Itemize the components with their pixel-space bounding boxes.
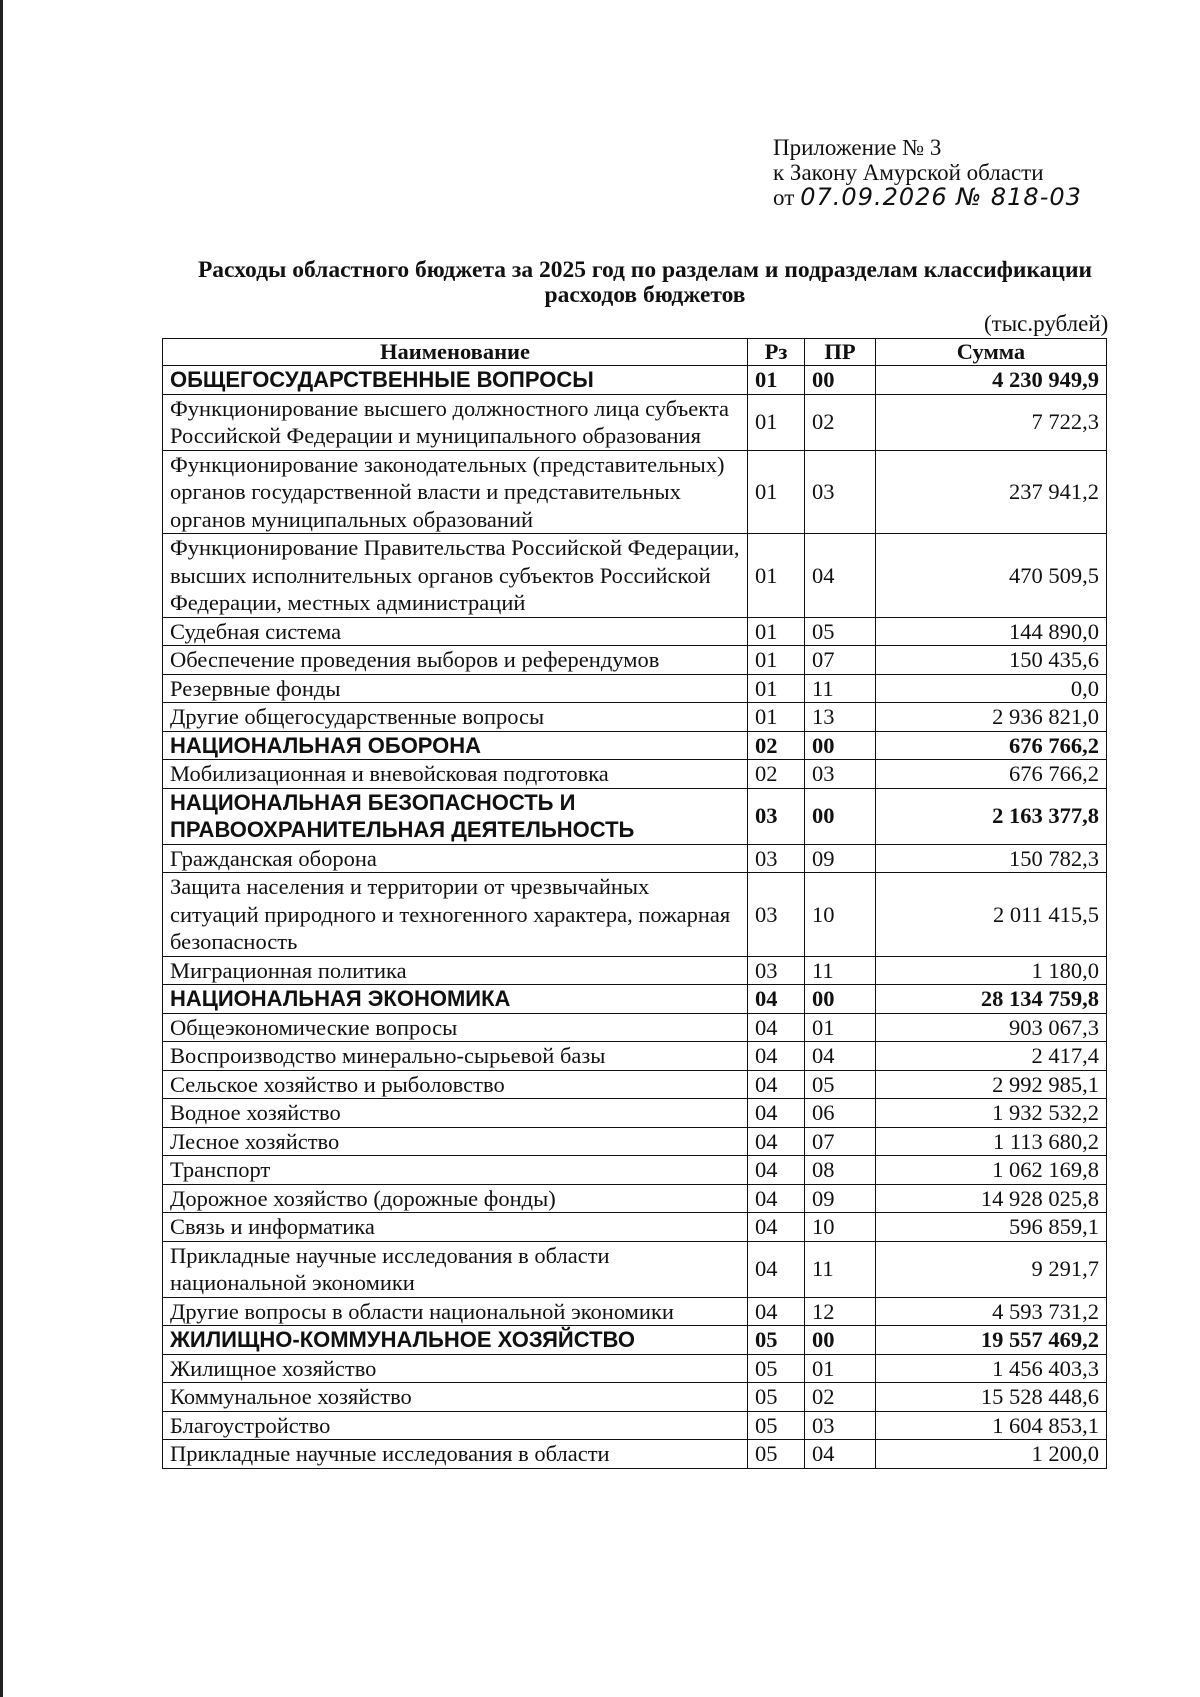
row-pr-cell: 07 — [805, 1127, 876, 1156]
table-row — [163, 1013, 1107, 1042]
row-pr-cell: 00 — [805, 985, 876, 1014]
row-sum-cell: 470 509,5 — [876, 534, 1107, 618]
row-rz-cell: 04 — [748, 1297, 805, 1326]
table-row — [163, 844, 1107, 873]
table-row — [163, 1156, 1107, 1185]
row-sum-cell: 2 417,4 — [876, 1042, 1107, 1071]
row-name-cell: Коммунальное хозяйство — [163, 1383, 748, 1412]
row-rz-cell: 03 — [748, 956, 805, 985]
row-name-cell: ОБЩЕГОСУДАРСТВЕННЫЕ ВОПРОСЫ — [163, 366, 748, 395]
table-section-row — [163, 985, 1107, 1014]
table-row — [163, 534, 1107, 618]
row-sum-cell: 1 604 853,1 — [876, 1411, 1107, 1440]
table-section-row — [163, 366, 1107, 395]
row-rz-cell: 04 — [748, 1013, 805, 1042]
row-sum-cell: 7 722,3 — [876, 394, 1107, 450]
row-name-cell: Защита населения и территории от чрезвычайных ситуаций природного и техногенного характера, пожарная безопасность — [163, 873, 748, 957]
header-rz: Рз — [748, 339, 805, 366]
row-rz-cell: 04 — [748, 1241, 805, 1297]
row-rz-cell: 02 — [748, 731, 805, 760]
table-row — [163, 1241, 1107, 1297]
row-pr-cell: 00 — [805, 1326, 876, 1355]
row-sum-cell: 1 062 169,8 — [876, 1156, 1107, 1185]
row-sum-cell: 1 200,0 — [876, 1440, 1107, 1469]
row-rz-cell: 05 — [748, 1326, 805, 1355]
row-rz-cell: 03 — [748, 788, 805, 844]
row-pr-cell: 02 — [805, 1383, 876, 1412]
row-pr-cell: 09 — [805, 844, 876, 873]
row-pr-cell: 04 — [805, 1440, 876, 1469]
table-section-row — [163, 788, 1107, 844]
row-pr-cell: 11 — [805, 674, 876, 703]
row-sum-cell: 14 928 025,8 — [876, 1184, 1107, 1213]
table-row — [163, 873, 1107, 957]
row-pr-cell: 01 — [805, 1354, 876, 1383]
appendix-header — [773, 135, 1082, 210]
row-rz-cell: 03 — [748, 873, 805, 957]
row-rz-cell: 04 — [748, 1099, 805, 1128]
table-row — [163, 1411, 1107, 1440]
row-name-cell: Другие общегосударственные вопросы — [163, 703, 748, 732]
row-rz-cell: 01 — [748, 534, 805, 618]
row-name-cell: НАЦИОНАЛЬНАЯ БЕЗОПАСНОСТЬ И ПРАВООХРАНИТЕЛЬНАЯ ДЕЯТЕЛЬНОСТЬ — [163, 788, 748, 844]
row-pr-cell: 04 — [805, 1042, 876, 1071]
table-section-row — [163, 1326, 1107, 1355]
row-name-cell: Прикладные научные исследования в области — [163, 1440, 748, 1469]
row-pr-cell: 00 — [805, 788, 876, 844]
table-row — [163, 1184, 1107, 1213]
row-sum-cell: 15 528 448,6 — [876, 1383, 1107, 1412]
row-name-cell: Обеспечение проведения выборов и референдумов — [163, 646, 748, 675]
row-rz-cell: 04 — [748, 1184, 805, 1213]
row-sum-cell: 903 067,3 — [876, 1013, 1107, 1042]
table-row — [163, 617, 1107, 646]
row-sum-cell: 1 456 403,3 — [876, 1354, 1107, 1383]
row-name-cell: Транспорт — [163, 1156, 748, 1185]
row-name-cell: Водное хозяйство — [163, 1099, 748, 1128]
row-name-cell: Жилищное хозяйство — [163, 1354, 748, 1383]
row-sum-cell: 2 936 821,0 — [876, 703, 1107, 732]
table-row — [163, 1127, 1107, 1156]
row-name-cell: Судебная система — [163, 617, 748, 646]
row-rz-cell: 04 — [748, 1042, 805, 1071]
row-rz-cell: 01 — [748, 646, 805, 675]
table-row — [163, 394, 1107, 450]
row-name-cell: Прикладные научные исследования в области национальной экономики — [163, 1241, 748, 1297]
row-rz-cell: 02 — [748, 760, 805, 789]
row-pr-cell: 04 — [805, 534, 876, 618]
row-rz-cell: 01 — [748, 617, 805, 646]
row-name-cell: Дорожное хозяйство (дорожные фонды) — [163, 1184, 748, 1213]
table-row — [163, 1383, 1107, 1412]
row-sum-cell: 596 859,1 — [876, 1213, 1107, 1242]
row-sum-cell: 144 890,0 — [876, 617, 1107, 646]
row-sum-cell: 1 932 532,2 — [876, 1099, 1107, 1128]
row-pr-cell: 08 — [805, 1156, 876, 1185]
table-row — [163, 674, 1107, 703]
table-row — [163, 1297, 1107, 1326]
row-pr-cell: 03 — [805, 760, 876, 789]
row-pr-cell: 11 — [805, 956, 876, 985]
table-header-row — [163, 339, 1107, 366]
row-pr-cell: 03 — [805, 1411, 876, 1440]
row-pr-cell: 00 — [805, 366, 876, 395]
row-rz-cell: 01 — [748, 450, 805, 534]
row-rz-cell: 04 — [748, 1070, 805, 1099]
table-row — [163, 703, 1107, 732]
row-sum-cell: 9 291,7 — [876, 1241, 1107, 1297]
row-sum-cell: 19 557 469,2 — [876, 1326, 1107, 1355]
row-pr-cell: 01 — [805, 1013, 876, 1042]
row-pr-cell: 06 — [805, 1099, 876, 1128]
row-name-cell: ЖИЛИЩНО-КОММУНАЛЬНОЕ ХОЗЯЙСТВО — [163, 1326, 748, 1355]
handwritten-date-number: 07.09.2026 № 818-03 — [800, 183, 1082, 211]
document-title: Расходы областного бюджета за 2025 год по разделам и подразделам классификации расходов бюджетов — [197, 257, 1093, 308]
row-pr-cell: 13 — [805, 703, 876, 732]
row-pr-cell: 02 — [805, 394, 876, 450]
header-sum: Сумма — [876, 339, 1107, 366]
row-rz-cell: 05 — [748, 1383, 805, 1412]
appendix-date-prefix: от — [773, 185, 795, 210]
row-sum-cell: 1 180,0 — [876, 956, 1107, 985]
row-sum-cell: 0,0 — [876, 674, 1107, 703]
row-rz-cell: 01 — [748, 703, 805, 732]
row-rz-cell: 01 — [748, 366, 805, 395]
table-row — [163, 1099, 1107, 1128]
appendix-date-line — [773, 185, 1082, 210]
row-pr-cell: 05 — [805, 1070, 876, 1099]
row-sum-cell: 676 766,2 — [876, 731, 1107, 760]
scan-left-edge — [0, 0, 3, 1697]
row-sum-cell: 150 782,3 — [876, 844, 1107, 873]
row-sum-cell: 1 113 680,2 — [876, 1127, 1107, 1156]
row-name-cell: Сельское хозяйство и рыболовство — [163, 1070, 748, 1099]
row-pr-cell: 11 — [805, 1241, 876, 1297]
row-rz-cell: 04 — [748, 1127, 805, 1156]
table-row — [163, 1070, 1107, 1099]
table-row — [163, 1440, 1107, 1469]
budget-table — [162, 338, 1107, 1469]
row-sum-cell: 2 992 985,1 — [876, 1070, 1107, 1099]
row-name-cell: Гражданская оборона — [163, 844, 748, 873]
row-name-cell: Резервные фонды — [163, 674, 748, 703]
row-pr-cell: 05 — [805, 617, 876, 646]
table-row — [163, 956, 1107, 985]
row-sum-cell: 28 134 759,8 — [876, 985, 1107, 1014]
row-rz-cell: 04 — [748, 985, 805, 1014]
row-name-cell: Мобилизационная и вневойсковая подготовка — [163, 760, 748, 789]
row-name-cell: Миграционная политика — [163, 956, 748, 985]
row-pr-cell: 07 — [805, 646, 876, 675]
row-sum-cell: 676 766,2 — [876, 760, 1107, 789]
header-name: Наименование — [163, 339, 748, 366]
table-row — [163, 646, 1107, 675]
row-name-cell: Благоустройство — [163, 1411, 748, 1440]
table-row — [163, 1213, 1107, 1242]
table-row — [163, 450, 1107, 534]
budget-table-body — [163, 366, 1107, 1469]
row-name-cell: Функционирование Правительства Российской Федерации, высших исполнительных органов субъектов Российской Федерации, местных администраций — [163, 534, 748, 618]
row-sum-cell: 4 230 949,9 — [876, 366, 1107, 395]
row-name-cell: Воспроизводство минерально-сырьевой базы — [163, 1042, 748, 1071]
table-row — [163, 1354, 1107, 1383]
table-row — [163, 1042, 1107, 1071]
row-rz-cell: 04 — [748, 1213, 805, 1242]
row-sum-cell: 2 011 415,5 — [876, 873, 1107, 957]
row-rz-cell: 05 — [748, 1440, 805, 1469]
row-pr-cell: 03 — [805, 450, 876, 534]
row-sum-cell: 4 593 731,2 — [876, 1297, 1107, 1326]
row-name-cell: Другие вопросы в области национальной экономики — [163, 1297, 748, 1326]
row-name-cell: Функционирование высшего должностного лица субъекта Российской Федерации и муниципального образования — [163, 394, 748, 450]
row-pr-cell: 10 — [805, 873, 876, 957]
row-rz-cell: 01 — [748, 394, 805, 450]
row-name-cell: НАЦИОНАЛЬНАЯ ЭКОНОМИКА — [163, 985, 748, 1014]
row-name-cell: Функционирование законодательных (представительных) органов государственной власти и представительных органов муниципальных образований — [163, 450, 748, 534]
header-pr: ПР — [805, 339, 876, 366]
row-pr-cell: 12 — [805, 1297, 876, 1326]
row-sum-cell: 2 163 377,8 — [876, 788, 1107, 844]
row-rz-cell: 01 — [748, 674, 805, 703]
row-name-cell: НАЦИОНАЛЬНАЯ ОБОРОНА — [163, 731, 748, 760]
table-row — [163, 760, 1107, 789]
appendix-law-reference: к Закону Амурской области — [773, 160, 1044, 185]
row-rz-cell: 05 — [748, 1354, 805, 1383]
row-pr-cell: 09 — [805, 1184, 876, 1213]
row-pr-cell: 00 — [805, 731, 876, 760]
row-name-cell: Связь и информатика — [163, 1213, 748, 1242]
units-label: (тыс.рублей) — [984, 311, 1109, 336]
row-pr-cell: 10 — [805, 1213, 876, 1242]
row-name-cell: Общеэкономические вопросы — [163, 1013, 748, 1042]
row-name-cell: Лесное хозяйство — [163, 1127, 748, 1156]
row-rz-cell: 04 — [748, 1156, 805, 1185]
row-sum-cell: 150 435,6 — [876, 646, 1107, 675]
table-section-row — [163, 731, 1107, 760]
row-rz-cell: 03 — [748, 844, 805, 873]
row-sum-cell: 237 941,2 — [876, 450, 1107, 534]
row-rz-cell: 05 — [748, 1411, 805, 1440]
appendix-number: Приложение № 3 — [773, 135, 942, 160]
